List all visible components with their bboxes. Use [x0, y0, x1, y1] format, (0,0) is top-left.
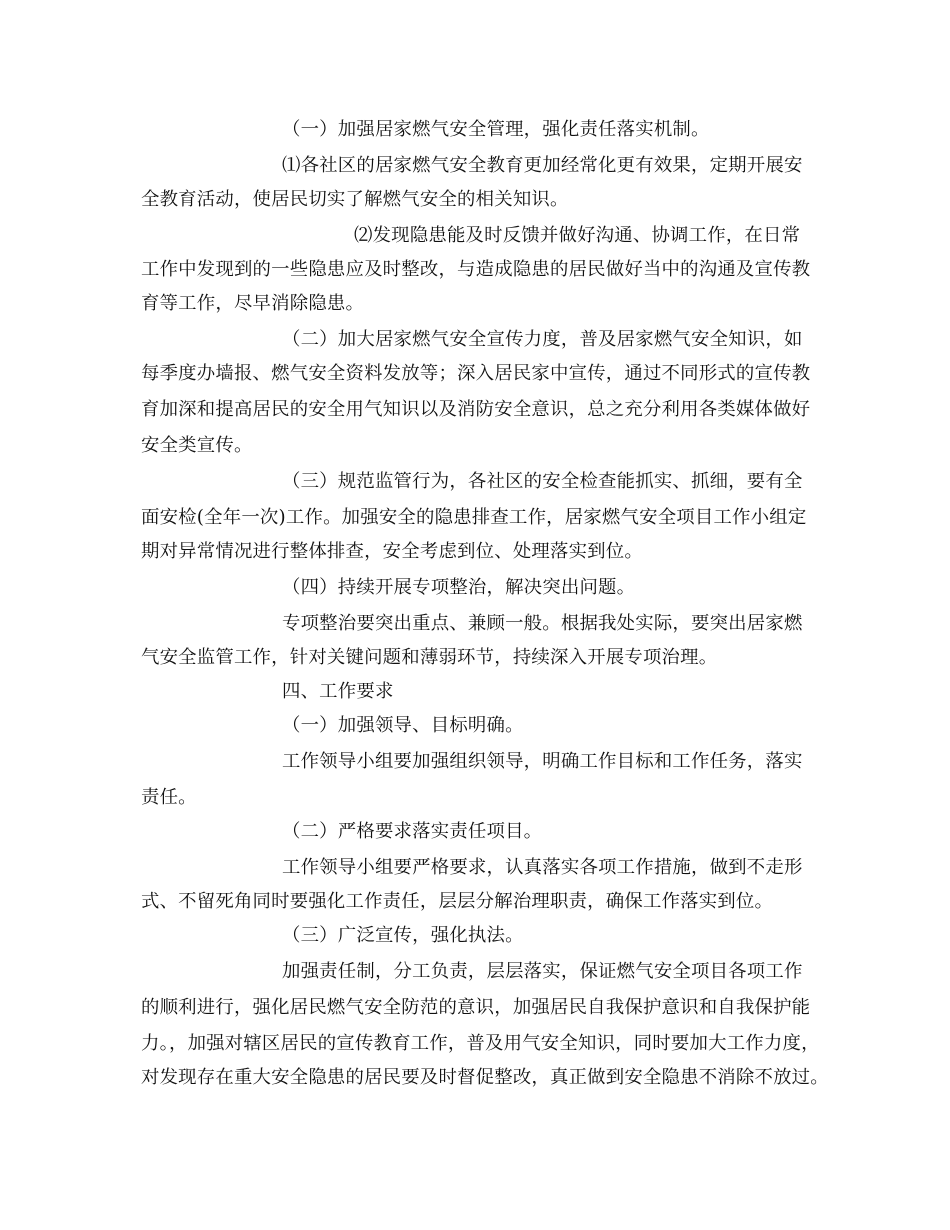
- paragraph-line: 加强责任制，分工负责，层层落实，保证燃气安全项目各项工作: [282, 961, 803, 982]
- paragraph-line: 力。，加强对辖区居民的宣传教育工作，普及用气安全知识，同时要加大工作力度，: [141, 1033, 820, 1054]
- section-heading-3: （三）规范监管行为，各社区的安全检查能抓实、抓细，要有全: [282, 471, 803, 492]
- section-heading-3: （三）广泛宣传，强化执法。: [282, 925, 524, 946]
- paragraph-line: 育等工作，尽早消除隐患。: [141, 293, 365, 314]
- paragraph-line: 对发现存在重大安全隐患的居民要及时督促整改，真正做到安全隐患不消除不放过。: [141, 1067, 829, 1088]
- paragraph-line: 的顺利进行，强化居民燃气安全防范的意识，加强居民自我保护意识和自我保护能: [141, 997, 811, 1018]
- section-heading-4: （四）持续开展专项整治，解决突出问题。: [282, 577, 636, 598]
- paragraph-line: 工作领导小组要严格要求，认真落实各项工作措施，做到不走形: [282, 857, 803, 878]
- paragraph-line: 安全类宣传。: [141, 435, 253, 456]
- paragraph-line: 面安检(全年一次)工作。加强安全的隐患排查工作，居家燃气安全项目工作小组定: [141, 507, 807, 528]
- section-heading-2: （二）加大居家燃气安全宣传力度，普及居家燃气安全知识，如: [282, 329, 803, 350]
- paragraph-line: 工作领导小组要加强组织领导，明确工作目标和工作任务，落实: [282, 751, 803, 772]
- paragraph-line: ⑵发现隐患能及时反馈并做好沟通、协调工作，在日常: [354, 225, 801, 246]
- paragraph-line: 责任。: [141, 787, 197, 808]
- paragraph-line: 全教育活动，使居民切实了解燃气安全的相关知识。: [141, 189, 569, 210]
- paragraph-line: 专项整治要突出重点、兼顾一般。根据我处实际，要突出居家燃: [282, 613, 803, 634]
- paragraph-line: 期对异常情况进行整体排查，安全考虑到位、处理落实到位。: [141, 541, 643, 562]
- paragraph-line: 式、不留死角同时要强化工作责任，层层分解治理职责，确保工作落实到位。: [141, 891, 774, 912]
- section-heading-1: （一）加强领导、目标明确。: [282, 715, 524, 736]
- paragraph-line: ⑴各社区的居家燃气安全教育更加经常化更有效果，定期开展安: [282, 155, 803, 176]
- chapter-heading: 四、工作要求: [282, 681, 394, 702]
- paragraph-line: 工作中发现到的一些隐患应及时整改，与造成隐患的居民做好当中的沟通及宣传教: [141, 259, 811, 280]
- section-heading-2: （二）严格要求落实责任项目。: [282, 821, 543, 842]
- paragraph-line: 育加深和提高居民的安全用气知识以及消防安全意识，总之充分利用各类媒体做好: [141, 399, 811, 420]
- paragraph-line: 气安全监管工作，针对关键问题和薄弱环节，持续深入开展专项治理。: [141, 647, 718, 668]
- section-heading-1: （一）加强居家燃气安全管理，强化责任落实机制。: [282, 119, 710, 140]
- paragraph-line: 每季度办墙报、燃气安全资料发放等；深入居民家中宣传，通过不同形式的宣传教: [141, 363, 811, 384]
